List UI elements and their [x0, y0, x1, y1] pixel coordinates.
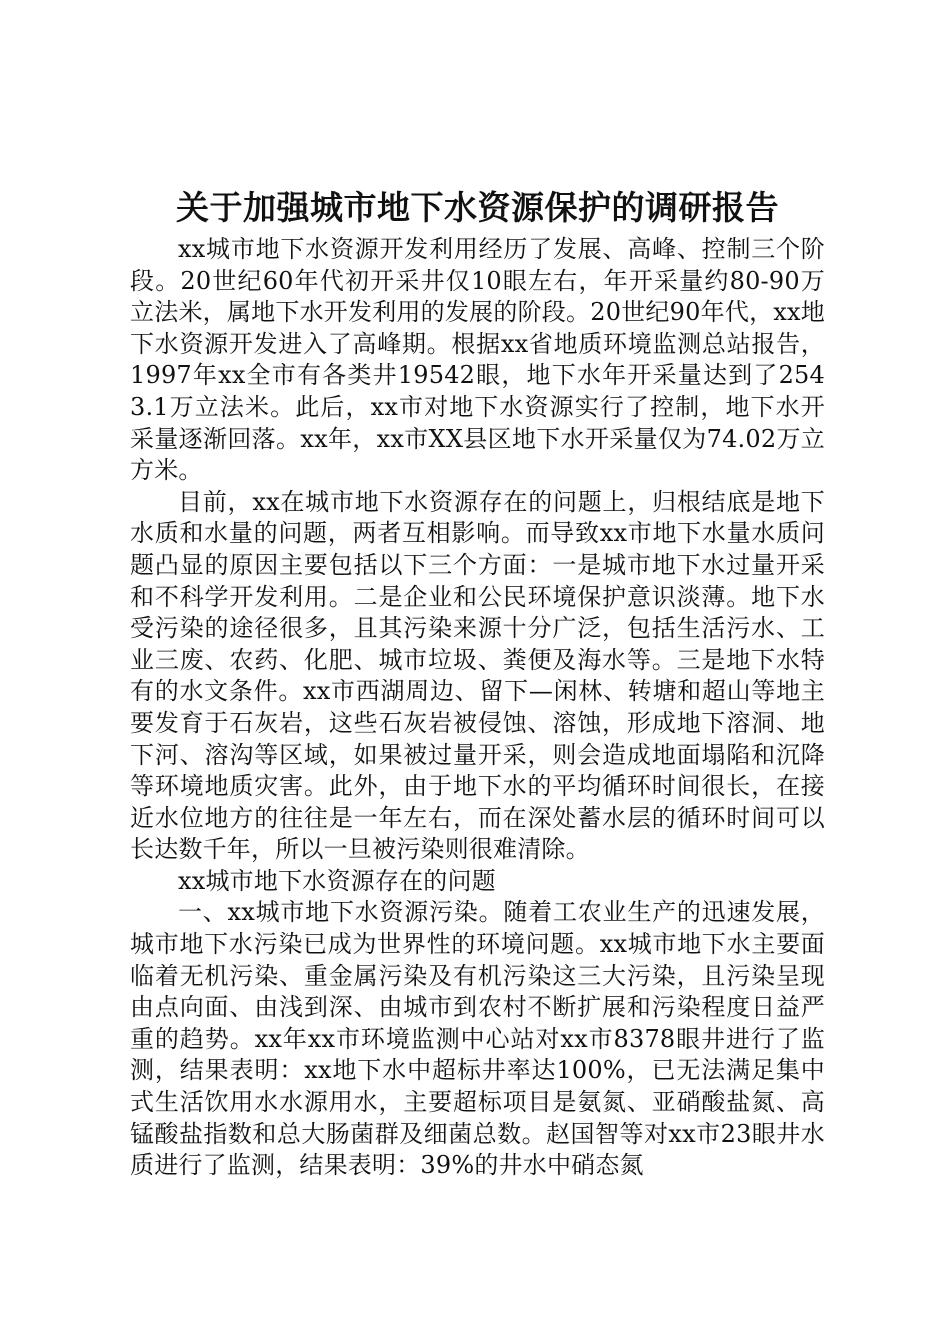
document-page	[130, 182, 825, 1182]
section-heading-problems: xx城市地下水资源存在的问题	[178, 866, 496, 895]
document-title: 关于加强城市地下水资源保护的调研报告	[176, 188, 779, 227]
paragraph-pollution: 一、xx城市地下水资源污染。随着工农业生产的迅速发展，城市地下水污染已成为世界性的环境问题。xx城市地下水主要面临着无机污染、重金属污染及有机污染这三大污染，且污染呈现由点向面、由浅到深、由城市到农村不断扩展和污染程度日益严重的趋势。xx年xx市环境监测中心站对xx市8378眼井进行了监测，结果表明：xx地下水中超标井率达100%，已无法满足集中式生活饮用水水源用水，主要超标项目是氨氮、亚硝酸盐氮、高锰酸盐指数和总大肠菌群及细菌总数。赵国智等对xx市23眼井水质进行了监测，结果表明：39%的井水中硝态氮	[130, 898, 825, 1180]
paragraph-development-stages: xx城市地下水资源开发利用经历了发展、高峰、控制三个阶段。20世纪60年代初开采井仅10眼左右，年开采量约80-90万立法米，属地下水开发利用的发展的阶段。20世纪90年代，xx地下水资源开发进入了高峰期。根据xx省地质环境监测总站报告，1997年xx全市有各类井19542眼，地下水年开采量达到了2543.1万立法米。此后，xx市对地下水资源实行了控制，地下水开采量逐渐回落。xx年，xx市XX县区地下水开采量仅为74.02万立方米。	[130, 235, 825, 485]
paragraph-current-problems: 目前，xx在城市地下水资源存在的问题上，归根结底是地下水质和水量的问题，两者互相影响。而导致xx市地下水量水质问题凸显的原因主要包括以下三个方面：一是城市地下水过量开采和不科学开发利用。二是企业和公民环境保护意识淡薄。地下水受污染的途径很多，且其污染来源十分广泛，包括生活污水、工业三废、农药、化肥、城市垃圾、粪便及海水等。三是地下水特有的水文条件。xx市西湖周边、留下—闲林、转塘和超山等地主要发育于石灰岩，这些石灰岩被侵蚀、溶蚀，形成地下溶洞、地下河、溶沟等区域，如果被过量开采，则会造成地面塌陷和沉降等环境地质灾害。此外，由于地下水的平均循环时间很长，在接近水位地方的往往是一年左右，而在深处蓄水层的循环时间可以长达数千年，所以一旦被污染则很难清除。	[130, 487, 825, 864]
